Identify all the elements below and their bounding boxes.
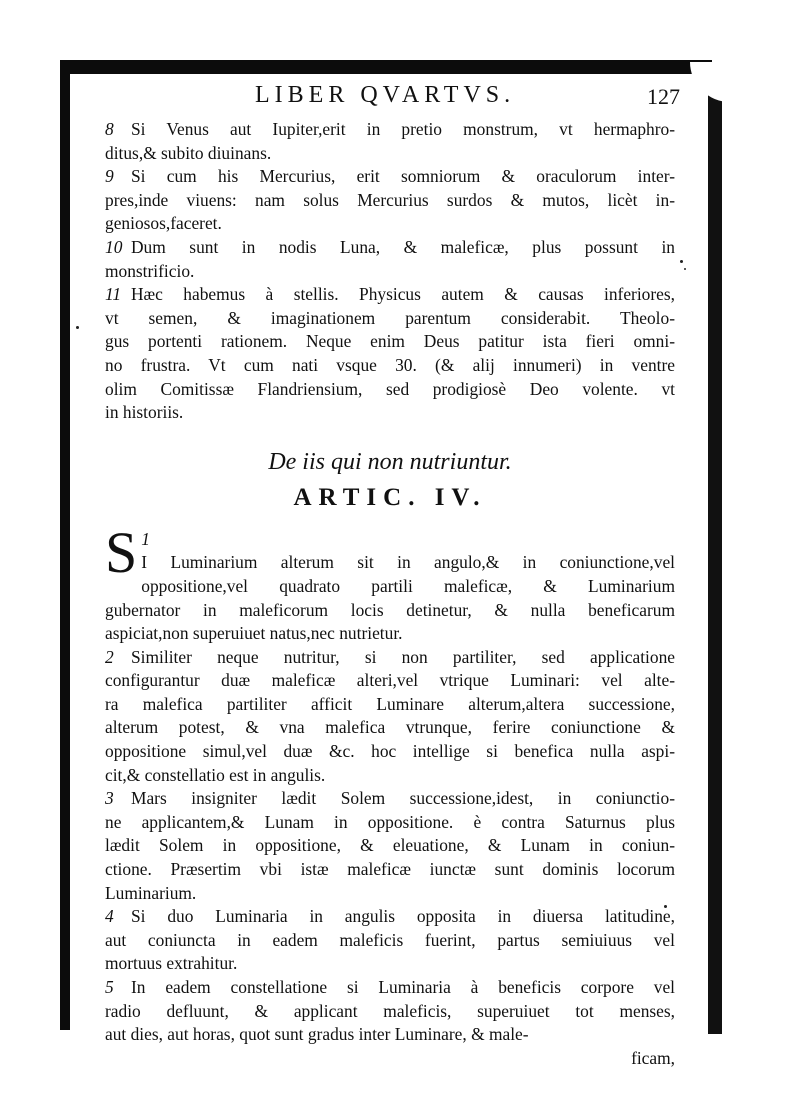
line-text: Si cum his Mercurius, erit somniorum & oraculorum inter- [131,166,675,187]
article-heading: ARTIC. IV. [293,483,487,511]
page-number: 127 [647,84,680,109]
text-line: cit,& constellatio est in angulis. [105,764,326,785]
text-line: vt semen, & imaginationem parentum considerabit. Theolo- [105,307,675,328]
paragraph-2 [105,646,675,788]
text-line [105,976,675,1000]
paragraph-4 [105,905,675,976]
paragraph-number: 8 [105,119,114,139]
paragraph-number: 4 [105,906,114,927]
text-line: in historiis. [105,402,184,423]
section-two [105,519,675,1071]
text-line: pres,inde viuens: nam solus Mercurius surdos & mutos, licèt in- [105,189,675,210]
paragraph-10 [105,236,675,283]
text-line [105,283,675,307]
text-line: no frustra. Vt cum nati vsque 30. (& alij innumeri) in ventre [105,354,675,375]
paragraph-9 [105,165,675,236]
text-line: alterum potest, & vna malefica vtrunque, ferire coniunctione & [105,717,675,738]
text-line [105,236,675,260]
text-line [105,787,675,811]
text-line: ne applicantem,& Lunam in oppositione. è contra Saturnus plus [105,811,675,832]
book-page [105,82,680,1070]
page-corner [690,62,730,102]
catchword-line [105,1047,675,1071]
scan-border-top [62,60,712,74]
paragraph-1 [105,519,675,646]
drop-cap: S [105,519,138,585]
scan-border-left [60,60,70,1030]
line-text: Similiter neque nutritur, si non partiliter, sed applicatione [131,646,675,667]
paragraph-8 [105,118,675,165]
text-line [105,165,675,189]
line-text: In eadem constellatione si Luminaria à beneficis corpore vel [131,977,675,997]
text-line: Luminarium. [105,882,197,903]
text-line: aut coniuncta in eadem maleficis fuerint, partus semiuiuus vel [105,929,675,950]
catchword: ficam, [631,1047,675,1068]
scan-border-right [708,72,722,1034]
line-text: Dum sunt in nodis Luna, & maleficæ, plus possunt in [131,236,675,257]
text-line: ctione. Præsertim vbi istæ maleficæ iunctæ sunt dominis locorum [105,859,675,880]
text-line: aspiciat,non superuiuet natus,nec nutrietur. [105,623,403,644]
text-line: oppositione simul,vel duæ &c. hoc intellige si benefica nulla aspi- [105,741,675,762]
line-text: Si Venus aut Iupiter,erit in pretio monstrum, vt hermaphro- [131,119,675,139]
section-one [105,118,675,425]
paragraph-number: 10 [105,236,123,257]
paragraph-number: 9 [105,166,114,187]
paragraph-number: 5 [105,977,114,997]
text-line [105,905,675,929]
paragraph-11 [105,283,675,425]
running-title: LIBER QVARTVS. [255,82,516,108]
text-line: I Luminarium alterum sit in angulo,& in coniunctione,vel [141,552,675,573]
ink-speck [680,260,683,263]
text-line: mortuus extrahitur. [105,953,238,974]
running-head [105,82,680,118]
paragraph-number: 2 [105,646,114,667]
text-line: monstrificio. [105,260,195,281]
text-line: configurantur duæ maleficæ alteri,vel vtrique Luminari: vel alte- [105,670,675,691]
paragraph-3 [105,787,675,905]
section-two-paragraphs [105,646,675,1047]
text-line [105,646,675,670]
line-text: Hæc habemus à stellis. Physicus autem & causas inferiores, [131,284,675,305]
text-line: geniosos,faceret. [105,213,222,234]
section-title: De iis qui non nutriuntur. [268,448,512,475]
text-line: gus portenti rationem. Neque enim Deus patitur ista fieri omni- [105,331,675,352]
paragraph-number: 3 [105,788,114,809]
text-line: ditus,& subito diuinans. [105,142,272,163]
text-line: ra malefica partiliter afficit Luminare alterum,altera successione, [105,693,675,714]
line-text: Mars insigniter lædit Solem successione,idest, in coniunctio- [131,788,675,809]
text-line: gubernator in maleficorum locis detinetur, & nulla beneficarum [105,599,675,620]
text-line: radio defluunt, & applicant maleficis, superuiuet tot menses, [105,1000,675,1021]
line-text: Si duo Luminaria in angulis opposita in diuersa latitudine, [131,906,675,927]
text-line: aut dies, aut horas, quot sunt gradus inter Luminare, & male- [105,1024,529,1045]
text-line [105,118,675,142]
text-line: oppositione,vel quadrato partili maleficæ, & Luminarium [141,575,675,596]
ink-speck [684,268,686,270]
paragraph-5 [105,976,675,1047]
ink-speck [76,326,79,329]
paragraph-number: 11 [105,284,122,305]
text-line: olim Comitissæ Flandriensium, sed prodigiosè Deo volente. vt [105,378,675,399]
paragraph-number: 1 [141,528,150,549]
text-line: lædit Solem in oppositione, & eleuatione, & Lunam in coniun- [105,835,675,856]
